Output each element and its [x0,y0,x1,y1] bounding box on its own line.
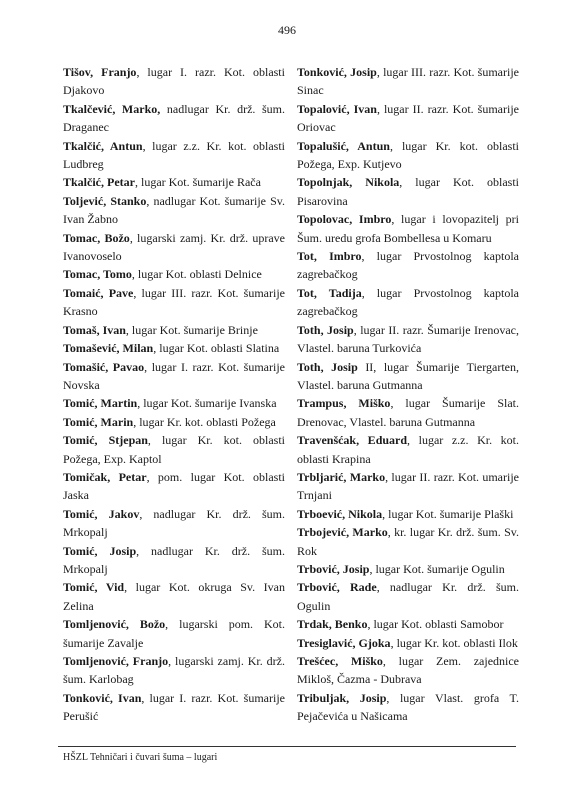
directory-entry [63,468,285,505]
directory-entry [297,173,519,210]
entry-description: , lugar Kot. šumarije Ivanska [137,396,277,411]
entry-description: , nadlugar Kot. šumarije Sv. Ivan Žabno [63,193,285,227]
directory-entry [297,689,519,726]
directory-entry [63,615,285,652]
entry-description: , lugar Kot. oblasti Delnice [131,267,262,282]
entry-name: Trešćec, Miško [297,654,383,668]
entry-description: , lugar II. razr. Kot. šumarije Oriovac [297,101,519,135]
entry-description: , lugar Kot. šumarije Ogulin [369,561,505,576]
directory-entry [297,652,519,689]
footer-text: HŠZL Tehničari i čuvari šuma – lugari [63,752,218,763]
entry-description: , nadlugar Kr. drž. šum. Mrkopalj [63,506,285,540]
directory-entry [297,615,519,633]
entry-name: Tomić, Jakov [63,506,140,521]
entry-description: , lugar Šumarije Slat. Drenovac, Vlastel. baruna Gutmanna [297,396,519,429]
entry-name: Trboević, Nikola [297,506,383,521]
directory-entry [297,394,519,431]
entry-description: , lugar II. razr. Kot. umarije Trnjani [297,469,520,503]
entry-name: Trbljarić, Marko [297,469,386,484]
entry-description: , lugarski zamj. Kr. drž. šum. Karlobag [63,654,285,687]
entry-name: Tomić, Marin [63,414,134,429]
directory-entry [63,394,285,412]
directory-entry [63,284,285,321]
entry-description: , lugar I. razr. Kot. šumarije Perušić [63,690,285,724]
directory-entry [297,468,519,505]
entry-name: Tomić, Stjepan [63,433,148,448]
directory-entry [297,63,519,100]
entry-name: Tomljenović, Božo [63,617,166,632]
entry-description: , lugar III. razr. Kot. šumarije Krasno [63,285,285,319]
entry-description: , nadlugar Kr. drž. šum. Ogulin [297,580,519,613]
directory-entry [297,100,519,137]
entry-description: , lugar Kot. šumarije Rača [134,175,261,190]
entry-name: Tot, Imbro [297,249,362,264]
entry-name: Topalović, Ivan [297,101,377,116]
entry-description: , lugar Kr. kot. oblasti Požega [133,414,276,429]
directory-entry [63,229,285,266]
directory-entry [63,542,285,579]
directory-entry [297,284,519,321]
entry-name: Tomić, Martin [63,396,138,411]
entry-description: , lugar Kot. šumarije Plaški [382,506,514,521]
entry-name: Tomac, Božo [63,230,130,245]
entry-name: Trbojević, Marko [297,525,388,540]
entry-description: , lugar Kr. kot. oblasti Požega, Exp. Kaptol [63,433,285,466]
entry-description: , lugar Kot. oblasti Slatina [153,341,280,356]
entry-description: , lugar I. razr. Kot. šumarije Novska [63,359,285,392]
directory-entry [63,192,285,229]
entry-name: Topalušić, Antun [297,138,390,153]
entry-description: , lugar z.z. Kr. kot. oblasti Ludbreg [63,138,285,172]
entry-name: Tomac, Tomo [63,267,132,282]
entry-description: , lugar Kr. kot. oblasti Ilok [390,635,518,650]
entry-description: , lugar Kot. okruga Sv. Ivan Zelina [63,580,285,613]
entry-description: , lugar Zem. zajednice Mikloš, Čazma - Dubrava [297,654,519,687]
directory-entry [63,100,285,137]
directory-entry [63,339,285,357]
entry-description: , lugar I. razr. Kot. oblasti Djakovo [63,65,285,98]
entry-name: Trbović, Rade [297,580,377,595]
entry-name: Toljević, Stanko [63,193,147,208]
directory-entry [63,413,285,431]
entry-name: Trampus, Miško [297,396,391,411]
entry-description: , lugar Kot. šumarije Brinje [125,322,258,337]
entry-name: Tot, Tadija [297,285,362,300]
directory-entry [297,505,519,523]
directory-entry [63,63,285,100]
left-column [63,63,285,726]
entry-name: Tonković, Ivan [63,690,142,705]
entry-name: Tkalčević, Marko, [63,101,161,116]
entry-name: Tomić, Josip [63,543,137,558]
entry-name: Trdak, Benko [297,617,368,632]
directory-entry [63,505,285,542]
directory-entry [297,634,519,652]
entry-description: , lugar III. razr. Kot. šumarije Sinac [297,65,520,98]
page-number: 496 [278,23,296,37]
entry-name: Toth, Josip [297,359,358,374]
entry-name: Topolnjak, Nikola [297,175,400,190]
entry-description: , lugar Vlast. grofa T. Pejačevića u Našicama [297,690,520,724]
entry-description: , lugar Prvostolnog kaptola zagrebačkog [297,285,520,319]
entry-name: Tomaš, Ivan [63,322,126,337]
directory-entry [297,321,519,358]
directory-entry [297,358,519,395]
entry-description: , lugar Kot. oblasti Samobor [367,617,504,632]
entry-description: , lugar i lovopazitelj pri Šum. uredu grofa Bombellesa u Komaru [297,212,520,245]
entry-description: , lugar Kot. oblasti Pisarovina [297,175,519,208]
entry-description: , lugar z.z. Kr. kot. oblasti Krapina [297,433,519,466]
directory-entry [63,321,285,339]
entry-name: Tresiglavić, Gjoka [297,635,391,650]
entry-name: Tomić, Vid [63,580,125,595]
directory-entry [63,578,285,615]
directory-entry [63,137,285,174]
directory-entry [297,523,519,560]
directory-entry [297,210,519,247]
entry-name: Tomašević, Milan [63,341,154,356]
directory-entry [63,689,285,726]
directory-entry [297,578,519,615]
directory-entry [63,173,285,191]
directory-entry [63,652,285,689]
entry-description: , pom. lugar Kot. oblasti Jaska [63,469,285,503]
directory-entry [63,358,285,395]
entry-description: , lugar Prvostolnog kaptola zagrebačkog [297,249,519,282]
directory-entry [63,431,285,468]
entry-name: Trbović, Josip [297,561,370,576]
directory-entry [297,137,519,174]
entry-name: Tišov, Franjo [63,65,137,79]
entry-name: Topolovac, Imbro [297,212,392,227]
entry-description: , lugarski pom. Kot. šumarije Zavalje [63,617,286,650]
entry-name: Tomašić, Pavao [63,359,145,374]
entry-description: , nadlugar Kr. drž. šum. Mrkopalj [63,543,285,576]
entry-name: Travenšćak, Eduard [297,433,408,448]
entry-description: , kr. lugar Kr. drž. šum. Sv. Rok [297,525,519,558]
entry-name: Tomičak, Petar [63,469,147,484]
entry-name: Tonković, Josip [297,65,377,79]
entry-description: nadlugar Kr. drž. šum. Draganec [63,101,285,135]
directory-entry [297,431,519,468]
entry-description: , lugar Kr. kot. oblasti Požega, Exp. Kutjevo [297,138,519,172]
entry-name: Tomaić, Pave [63,285,134,300]
entry-name: Tribuljak, Josip [297,690,387,705]
footer-rule [58,746,516,747]
entry-name: Tkalčić, Petar [63,175,135,190]
entry-description: , lugarski zamj. Kr. drž. uprave Ivanovoselo [63,230,286,264]
directory-entry [297,560,519,578]
right-column [297,63,519,726]
directory-entry [63,265,285,283]
entry-description: , lugar II. razr. Šumarije Irenovac, Vlastel. baruna Turkovića [297,322,519,356]
entry-description: II, lugar Šumarije Tiergarten, Vlastel. baruna Gutmanna [297,359,519,392]
entry-name: Tkalčić, Antun [63,138,143,153]
entry-name: Toth, Josip [297,322,354,337]
directory-entry [297,247,519,284]
entry-name: Tomljenović, Franjo [63,654,169,668]
